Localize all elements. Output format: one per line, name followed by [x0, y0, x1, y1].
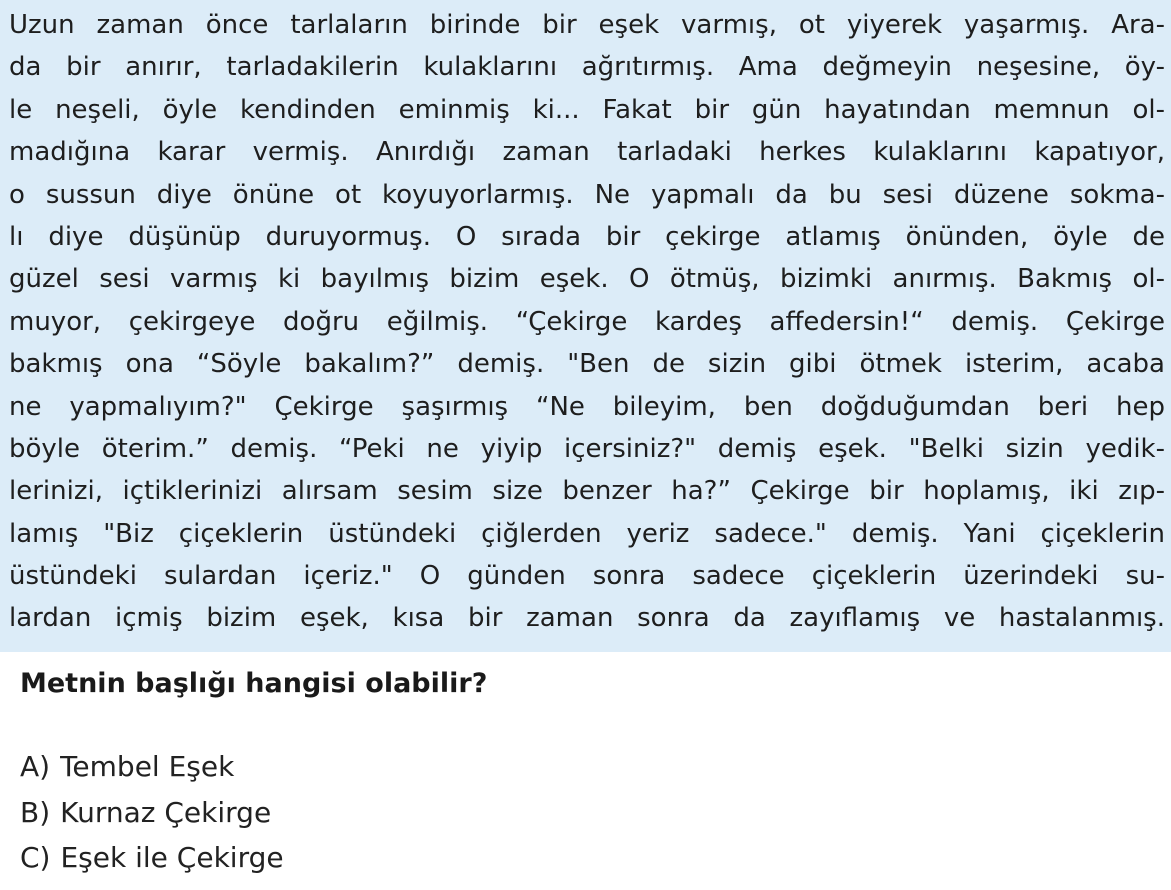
- passage-line: o sussun diye önüne ot koyuyorlarmış. Ne yapmalı da bu sesi düzene sokma-: [9, 179, 1165, 210]
- passage-line: lardan içmiş bizim eşek, kısa bir zaman sonra da zayıflamış ve hastalanmış.: [9, 603, 1165, 634]
- question-text: Metnin başlığı hangisi olabilir?: [20, 668, 488, 699]
- answer-options: [20, 744, 284, 881]
- option-letter: A): [20, 750, 51, 783]
- passage-line: güzel sesi varmış ki bayılmış bizim eşek. O ötmüş, bizimki anırmış. Bakmış ol-: [9, 264, 1165, 295]
- option-letter: B): [20, 795, 51, 829]
- passage-line: böyle öterim.” demiş. “Peki ne yiyip içersiniz?" demiş eşek. "Belki sizin yedik-: [9, 433, 1165, 464]
- passage-line: üstündeki sulardan içeriz." O günden sonra sadece çiçeklerin üzerindeki su-: [9, 561, 1165, 592]
- option-letter: C): [20, 841, 51, 874]
- option-label: Eşek ile Çekirge: [60, 841, 284, 874]
- option-c[interactable]: [20, 835, 284, 881]
- option-b[interactable]: [20, 790, 284, 836]
- option-label: Kurnaz Çekirge: [60, 795, 272, 829]
- option-label: Tembel Eşek: [60, 750, 235, 783]
- passage-line: ne yapmalıyım?" Çekirge şaşırmış “Ne bileyim, ben doğduğumdan beri hep: [9, 391, 1165, 422]
- passage-line: lı diye düşünüp duruyormuş. O sırada bir çekirge atlamış önünden, öyle de: [9, 221, 1165, 252]
- passage-line: lerinizi, içtiklerinizi alırsam sesim size benzer ha?” Çekirge bir hoplamış, iki zıp-: [9, 476, 1165, 507]
- passage-line: le neşeli, öyle kendinden eminmiş ki... Fakat bir gün hayatından memnun ol-: [9, 94, 1165, 125]
- passage-line: madığına karar vermiş. Anırdığı zaman tarladaki herkes kulaklarını kapatıyor,: [9, 137, 1165, 168]
- passage-line: da bir anırır, tarladakilerin kulaklarını ağrıtırmış. Ama değmeyin neşesine, öy-: [9, 52, 1165, 83]
- option-a[interactable]: [20, 744, 284, 790]
- passage-line: muyor, çekirgeye doğru eğilmiş. “Çekirge kardeş affedersin!“ demiş. Çekirge: [9, 306, 1165, 337]
- passage-line: Uzun zaman önce tarlaların birinde bir eşek varmış, ot yiyerek yaşarmış. Ara-: [9, 10, 1165, 40]
- passage-line: bakmış ona “Söyle bakalım?” demiş. "Ben de sizin gibi ötmek isterim, acaba: [9, 349, 1165, 380]
- passage-line: lamış "Biz çiçeklerin üstündeki çiğlerden yeriz sadece." demiş. Yani çiçeklerin: [9, 518, 1165, 549]
